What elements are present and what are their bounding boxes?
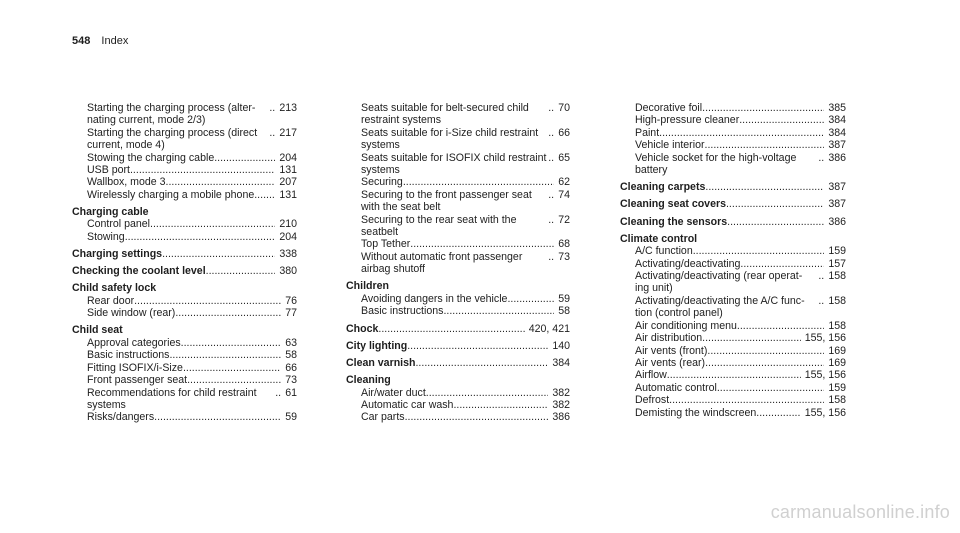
- index-subentry-text: Wallbox, mode 3: [87, 176, 166, 189]
- index-subentry: [72, 102, 297, 127]
- index-subentry: [346, 399, 570, 411]
- index-subentry: [620, 320, 846, 332]
- index-heading: [72, 324, 297, 336]
- dot-leader: [705, 357, 824, 369]
- index-subentry-text: Air conditioning menu: [635, 319, 737, 332]
- index-heading-text: Clean varnish: [346, 356, 416, 369]
- index-subentry-text: Control panel: [87, 218, 151, 231]
- index-subentry: [346, 214, 570, 239]
- page-reference: 382: [552, 386, 570, 399]
- index-subentry: [620, 127, 846, 139]
- index-entry: [346, 323, 570, 335]
- dot-leader: [727, 216, 824, 228]
- dot-leader: [403, 176, 554, 188]
- index-heading-text: Child seat: [72, 324, 123, 337]
- index-entry: [72, 248, 297, 260]
- page-reference: 384: [828, 126, 846, 139]
- page-reference: 131: [279, 188, 297, 201]
- index-heading: [346, 323, 570, 335]
- index-subentry: [620, 345, 846, 357]
- index-subentry: [346, 102, 570, 127]
- index-subentry: [72, 295, 297, 307]
- page-reference: 62: [558, 176, 570, 189]
- index-subentry-text: Stowing the charging cable: [87, 151, 215, 164]
- dot-leader: [183, 362, 281, 374]
- page-reference: 386: [828, 151, 846, 164]
- index-subentry-text: Front passenger seat: [87, 374, 188, 387]
- dot-leader: [717, 382, 824, 394]
- page-reference: 386: [552, 411, 570, 424]
- page-reference: 386: [828, 215, 846, 228]
- index-subentry: [346, 176, 570, 188]
- page-reference: 169: [828, 356, 846, 369]
- dot-leader: [415, 357, 548, 369]
- page-reference: 155, 156: [804, 406, 846, 419]
- index-heading: [620, 198, 846, 210]
- page-reference: 131: [279, 164, 297, 177]
- page-reference: 382: [552, 398, 570, 411]
- dot-leader: [702, 102, 824, 114]
- dot-leader: [659, 127, 824, 139]
- index-entry: [346, 280, 570, 317]
- dot-leader: [150, 218, 275, 230]
- dot-leader: [702, 332, 801, 344]
- index-subentry: [346, 238, 570, 250]
- index-heading-text: City lighting: [346, 339, 408, 352]
- page-reference: 65: [558, 151, 570, 164]
- index-subentry: [346, 152, 570, 177]
- page-reference: 158: [828, 394, 846, 407]
- page-reference: 155, 156: [804, 332, 846, 345]
- index-entry: [346, 340, 570, 352]
- dot-leader: [187, 374, 281, 386]
- index-subentry: [620, 102, 846, 114]
- index-subentry: [620, 245, 846, 257]
- dot-leader: [739, 114, 824, 126]
- index-entry: [346, 357, 570, 369]
- index-subentry-text: Air/water duct: [361, 386, 426, 399]
- index-subentry-text: Airflow: [635, 369, 667, 382]
- index-column-1: [72, 102, 297, 429]
- watermark: carmanualsonline.info: [770, 502, 950, 522]
- index-subentry-text: Approval categories: [87, 336, 181, 349]
- index-entry: [72, 282, 297, 319]
- index-subentry-text: Activating/deactivating the A/C func‐ tion (control panel): [635, 294, 805, 320]
- dot-leader: [125, 231, 276, 243]
- page-reference: 158: [828, 270, 846, 283]
- index-subentry-text: Air distribution: [635, 332, 703, 345]
- page-reference: 385: [828, 102, 846, 114]
- page-reference: 77: [285, 307, 297, 320]
- index-subentry-text: Seats suitable for belt-secured child restraint systems: [361, 102, 529, 127]
- dot-leader: [443, 305, 554, 317]
- index-subentry: [620, 295, 846, 320]
- index-subentry: [72, 218, 297, 230]
- dot-leader: [410, 238, 554, 250]
- index-subentry-text: Demisting the windscreen: [635, 406, 757, 419]
- index-subentry: [620, 114, 846, 126]
- index-subentry-text: Risks/dangers: [87, 411, 155, 424]
- index-entry: [72, 324, 297, 423]
- index-subentry-text: Rear door: [87, 294, 135, 307]
- index-subentry-text: Securing to the rear seat with the seatbelt: [361, 213, 517, 239]
- index-heading: [620, 181, 846, 193]
- index-heading-text: Cleaning the sensors: [620, 215, 728, 228]
- page-reference: 207: [279, 176, 297, 189]
- index-subentry: [72, 411, 297, 423]
- index-subentry: [346, 127, 570, 152]
- dot-leader: [705, 139, 825, 151]
- index-heading: [72, 248, 297, 260]
- index-entry: [72, 102, 297, 201]
- dot-leader: [130, 164, 275, 176]
- index-subentry: [72, 152, 297, 164]
- index-subentry: [620, 382, 846, 394]
- dot-leader: [453, 399, 548, 411]
- page-reference: 204: [279, 151, 297, 164]
- index-subentry: [72, 362, 297, 374]
- dot-leader: [181, 337, 282, 349]
- page-reference: 387: [828, 139, 846, 152]
- dot-leader: [254, 189, 275, 201]
- page-reference: 210: [279, 218, 297, 231]
- index-subentry-text: Air vents (front): [635, 344, 708, 357]
- index-subentry: [72, 374, 297, 386]
- index-subentry-text: Decorative foil: [635, 102, 703, 114]
- index-heading-text: Cleaning carpets: [620, 181, 706, 194]
- page-reference: 159: [828, 381, 846, 394]
- page-reference: 63: [285, 336, 297, 349]
- index-entry: [72, 265, 297, 277]
- index-subentry-text: Top Tether: [361, 238, 411, 251]
- index-subentry-text: USB port: [87, 164, 130, 177]
- dot-leader: [206, 265, 276, 277]
- index-subentry: [620, 332, 846, 344]
- page-reference: 73: [558, 250, 570, 263]
- index-subentry: [620, 369, 846, 381]
- index-subentry-text: Automatic car wash: [361, 398, 454, 411]
- index-subentry-text: Side window (rear): [87, 307, 176, 320]
- index-subentry-text: Vehicle socket for the high-voltage battery: [635, 151, 797, 177]
- index-subentry-text: Seats suitable for i-Size child restraint systems: [361, 126, 539, 152]
- page-reference: 157: [828, 257, 846, 270]
- index-subentry: [72, 176, 297, 188]
- page-reference: 158: [828, 294, 846, 307]
- page-reference: 59: [285, 411, 297, 424]
- dot-leader: [507, 293, 554, 305]
- page-reference: 58: [285, 349, 297, 362]
- index-subentry-text: High-pressure cleaner: [635, 114, 740, 127]
- index-entry: [346, 374, 570, 424]
- dot-leader: [705, 181, 824, 193]
- index-subentry: [346, 305, 570, 317]
- dot-leader: [162, 248, 275, 260]
- index-subentry-text: Basic instructions: [87, 349, 170, 362]
- index-subentry-text: Vehicle interior: [635, 139, 705, 152]
- index-subentry: [620, 407, 846, 419]
- page-reference: 66: [558, 126, 570, 139]
- index-subentry-text: Automatic control: [635, 381, 717, 394]
- dot-leader: [407, 340, 548, 352]
- page-reference: 380: [279, 265, 297, 278]
- index-subentry: [620, 270, 846, 295]
- page-reference: 68: [558, 238, 570, 251]
- index-subentry: [72, 387, 297, 412]
- index-heading: [72, 206, 297, 218]
- page-reference: 384: [828, 114, 846, 127]
- index-subentry-text: Avoiding dangers in the vehicle: [361, 292, 508, 305]
- index-subentry-text: Activating/deactivating: [635, 257, 741, 270]
- index-subentry-text: Starting the charging process (alter‐ nating current, mode 2/3): [87, 102, 256, 127]
- dot-leader: [175, 307, 281, 319]
- index-heading: [72, 282, 297, 294]
- index-subentry-text: Starting the charging process (direct current, mode 4): [87, 126, 258, 152]
- dot-leader: [378, 323, 524, 335]
- index-subentry-text: Paint: [635, 126, 660, 139]
- page-header: [72, 35, 128, 47]
- index-entry: [346, 102, 570, 276]
- page-reference: 59: [558, 292, 570, 305]
- index-subentry-text: Stowing: [87, 230, 125, 243]
- page-reference: 61: [285, 386, 297, 399]
- index-column-3: [620, 102, 846, 424]
- index-subentry-text: Without automatic front passenger airbag shutoff: [361, 250, 523, 276]
- page-reference: 204: [279, 230, 297, 243]
- index-heading-text: Charging settings: [72, 248, 163, 261]
- index-subentry-text: Activating/deactivating (rear operat‐ ing unit): [635, 270, 803, 295]
- dot-leader: [726, 198, 824, 210]
- page-reference: 420, 421: [528, 322, 570, 335]
- dot-leader: [405, 411, 549, 423]
- index-subentry: [346, 293, 570, 305]
- page-reference: 217: [279, 126, 297, 139]
- index-subentry: [72, 189, 297, 201]
- page-reference: 213: [279, 102, 297, 114]
- index-subentry: [620, 258, 846, 270]
- index-subentry-text: Air vents (rear): [635, 356, 706, 369]
- index-heading: [620, 216, 846, 228]
- index-subentry: [346, 411, 570, 423]
- page-reference: 76: [285, 294, 297, 307]
- page-reference: 72: [558, 213, 570, 226]
- dot-leader: [693, 245, 825, 257]
- dot-leader: [756, 407, 800, 419]
- dot-leader: [214, 152, 275, 164]
- page-reference: 387: [828, 198, 846, 211]
- page-reference: 169: [828, 344, 846, 357]
- page-reference: 74: [558, 188, 570, 201]
- page-reference: 73: [285, 374, 297, 387]
- index-heading-text: Cleaning seat covers: [620, 198, 726, 211]
- index-subentry: [620, 357, 846, 369]
- index-subentry-text: Basic instructions: [361, 305, 444, 318]
- index-heading-text: Checking the coolant level: [72, 265, 206, 278]
- dot-leader: [667, 369, 801, 381]
- index-subentry: [72, 127, 297, 152]
- page-reference: 159: [828, 245, 846, 258]
- index-subentry: [346, 387, 570, 399]
- page-number: 548: [72, 35, 91, 47]
- index-entry: [620, 216, 846, 228]
- index-subentry-text: Securing: [361, 176, 403, 189]
- dot-leader: [740, 258, 824, 270]
- index-subentry-text: Seats suitable for ISOFIX child restraint systems: [361, 151, 547, 177]
- index-subentry: [346, 189, 570, 214]
- page-reference: 140: [552, 339, 570, 352]
- index-subentry-text: Fitting ISOFIX/i-Size: [87, 361, 183, 374]
- dot-leader: [169, 349, 281, 361]
- index-heading: [346, 357, 570, 369]
- dot-leader: [669, 394, 824, 406]
- index-heading-text: Chock: [346, 322, 379, 335]
- index-heading-text: Children: [346, 280, 389, 293]
- index-heading: [620, 233, 846, 245]
- index-subentry: [620, 152, 846, 177]
- page-reference: 387: [828, 181, 846, 194]
- index-subentry-text: Wirelessly charging a mobile phone: [87, 188, 255, 201]
- index-subentry: [72, 307, 297, 319]
- index-heading: [346, 280, 570, 292]
- dot-leader: [426, 387, 549, 399]
- index-subentry: [72, 231, 297, 243]
- page-reference: 338: [279, 248, 297, 261]
- page-reference: 66: [285, 361, 297, 374]
- index-heading-text: Climate control: [620, 232, 698, 245]
- dot-leader: [134, 295, 281, 307]
- page-reference: 70: [558, 102, 570, 114]
- index-subentry-text: Defrost: [635, 394, 670, 407]
- index-subentry: [72, 349, 297, 361]
- index-subentry-text: Securing to the front passenger seat with the seat belt: [361, 188, 532, 214]
- page-reference: 58: [558, 305, 570, 318]
- index-subentry-text: Recommendations for child restraint systems: [87, 386, 257, 411]
- section-title: Index: [101, 35, 129, 47]
- index-column-2: [346, 102, 570, 429]
- index-subentry: [620, 139, 846, 151]
- index-heading-text: Cleaning: [346, 374, 391, 387]
- index-subentry-text: Car parts: [361, 411, 405, 424]
- dot-leader: [707, 345, 824, 357]
- index-entry: [620, 102, 846, 176]
- dot-leader: [166, 176, 276, 188]
- index-heading: [346, 374, 570, 386]
- index-entry: [620, 233, 846, 419]
- index-subentry: [620, 394, 846, 406]
- index-heading: [346, 340, 570, 352]
- dot-leader: [737, 320, 824, 332]
- index-entry: [72, 206, 297, 243]
- page-reference: 158: [828, 319, 846, 332]
- index-subentry-text: A/C function: [635, 245, 693, 258]
- index-heading-text: Charging cable: [72, 206, 149, 219]
- index-entry: [620, 181, 846, 193]
- index-entry: [620, 198, 846, 210]
- index-heading-text: Child safety lock: [72, 282, 157, 295]
- index-subentry: [72, 337, 297, 349]
- index-subentry: [72, 164, 297, 176]
- index-subentry: [346, 251, 570, 276]
- page-reference: 155, 156: [804, 369, 846, 382]
- page-reference: 384: [552, 356, 570, 369]
- dot-leader: [154, 411, 281, 423]
- index-heading: [72, 265, 297, 277]
